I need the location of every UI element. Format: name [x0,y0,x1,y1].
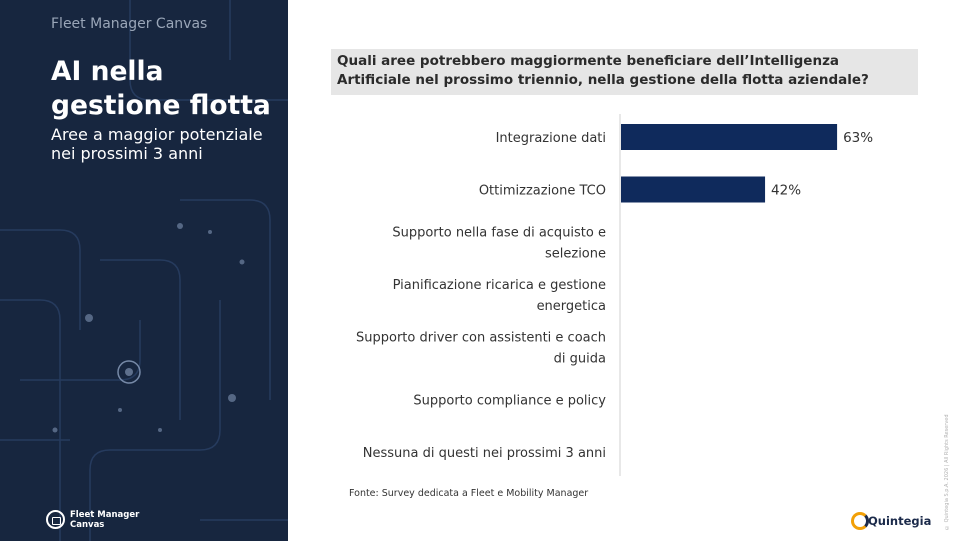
survey-question: Quali aree potrebbero maggiormente beneficiare dell’Intelligenza Artificiale nel prossimo triennio, nella gestione della flotta aziendale? [331,49,918,95]
category-label: Nessuna di questi nei prossimi 3 anni [362,446,606,461]
bar [621,124,837,150]
brand-name: Fleet Manager Canvas [70,510,140,530]
category-label: Supporto driver con assistenti e coach di guida [356,330,606,367]
source-note: Fonte: Survey dedicata a Fleet e Mobility Manager [349,488,589,499]
quintegia-logo [851,512,931,532]
quintegia-mark-icon [851,512,869,530]
category-label: Supporto compliance e policy [413,393,606,409]
value-label: 63% [843,130,874,146]
bar [621,177,765,203]
value-label: 42% [771,182,802,199]
quintegia-logo-text: Quintegia [868,514,932,528]
category-label: Pianificazione ricarica e gestione energetica [392,278,606,314]
category-label: Supporto nella fase di acquisto e selezione [392,225,606,262]
category-label: Integrazione dati [495,131,606,146]
copyright-note: © Quintegia S.p.A. 2026 | All Rights Reserved [944,414,950,530]
left-panel [0,0,288,541]
kicker-text: Fleet Manager Canvas [51,16,208,32]
bar-chart [330,108,910,480]
fleet-manager-logo-icon [46,510,65,529]
category-labels [356,131,606,461]
category-label: Ottimizzazione TCO [478,183,606,199]
page-subtitle: Aree a maggior potenziale nei prossimi 3 anni [51,125,263,163]
page-title: AI nella gestione flotta [51,56,271,121]
bars [621,124,837,203]
